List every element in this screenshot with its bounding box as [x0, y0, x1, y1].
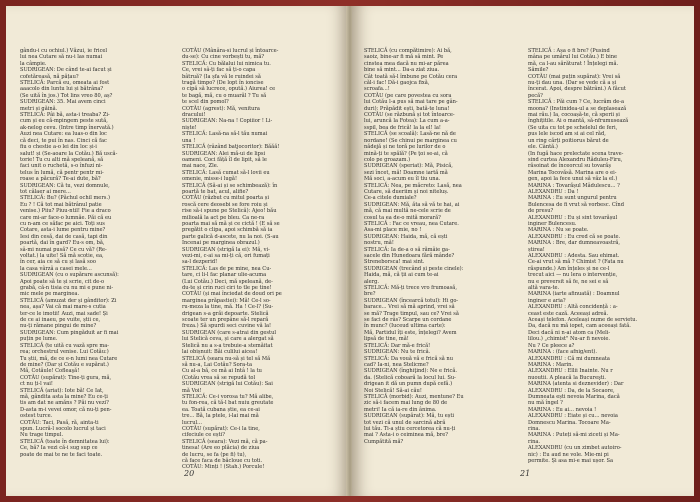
- text-line: STELICĂ (seara): Vezi mă, că pa-: [182, 438, 268, 445]
- text-line: Marina Tocovăsă. Marina are o ei-: [528, 169, 617, 176]
- text-line: lilou.) „chimist" Nu-ar fi nevoie.: [528, 336, 611, 343]
- text-line: (Se uita cu tot pe schelelul de feri,: [528, 124, 618, 131]
- text-line: COTĂU (agrest): Mă, venitura: [182, 105, 260, 112]
- text-line: SUDRIGEAN: Alei mă-ui de lipsi: [182, 150, 266, 157]
- text-line: nostru, mă!: [364, 240, 394, 247]
- text-line: MARINA : Nu se poate.: [528, 227, 589, 234]
- text-line: ALEXANDRU : Da !: [528, 188, 579, 195]
- text-line: moona? (Instinidea-ul a se deplasează: [528, 105, 627, 112]
- text-line: COTĂU (mai puțin supărat): Vrei să: [528, 73, 621, 80]
- text-line: rea; orchestrul venise. Lui Cotău:): [20, 349, 109, 356]
- text-line: scoate ter un prepâne să-l repară: [182, 317, 269, 324]
- text-line: tis am dat ne amăns ? Păi nu vezi?: [20, 400, 109, 407]
- text-line: STELICĂ: Lasă-na să-l tău numai: [182, 131, 268, 138]
- text-line: MARINA : (face afnig/ent).: [528, 349, 597, 356]
- text-line: STELICĂ: Parcă eu, omeata ai fost: [20, 80, 110, 87]
- text-line: Cât toată să-l îmbune pe Cotău cera: [364, 73, 458, 80]
- text-line: Apoi poate să te și scrie, cit de-o: [20, 278, 105, 285]
- text-line: ALEXANDRU : Eiate și cu... nevoia: [528, 413, 618, 420]
- text-line: STELICĂ (te uită cu vază spre ma-: [20, 342, 110, 349]
- text-line: mină-ți te spălă? (Pe ţoi se-ai, că: [364, 150, 448, 157]
- text-line: Cutare, să dueriim și noi niteluș.: [364, 188, 449, 195]
- text-line: poate de mai te ne te faci toate.: [20, 451, 103, 458]
- text-line: permite. Și asa mi-e mai ușor. Sa: [528, 458, 614, 464]
- text-line: pregătit o clipa, apoi schimbă să ia: [182, 227, 273, 234]
- text-line: sind curtea Alexandru Răduleu-Firu,: [528, 156, 623, 163]
- text-line: Ce-a citele dumiale?: [364, 195, 417, 202]
- text-line: lui Stelică ceva, și care a alergat să: [182, 336, 274, 343]
- text-line: oameni. Coci făță îl de lipit, să le: [182, 156, 267, 163]
- text-line: lai obișnuit: Băi culilui aicea!: [182, 349, 258, 356]
- text-line: marginea prăpastiei): Mă! Ce-l so-: [182, 297, 271, 304]
- text-line: SUDRIGEAN (speriat): Mă, Pisică,: [364, 163, 453, 170]
- text-line: mic mele pe marginea.: [20, 291, 80, 298]
- text-line: STELICĂ (morbid): Auzi, mentune? Eu: [364, 393, 464, 400]
- text-line: să nu-a, Lai Cotău? Sora-ta: [182, 361, 253, 368]
- text-line: SUDRIGEAN: Cum pingăduit ar fi mai: [20, 329, 119, 336]
- text-line: SUDRIGEAN (cu o supărare ascunsă):: [20, 272, 119, 279]
- text-line: duri): Prăpădit ești, bată-te luna!: [364, 105, 450, 112]
- text-line: torie! Tu cu alti mă speleană, să: [20, 156, 104, 163]
- text-line: un ring cărți poitiorus bărut de: [528, 137, 609, 144]
- text-line: una !: [182, 137, 196, 144]
- text-line: Mă, Cotăule! Cofleaşă!: [20, 368, 80, 375]
- text-line: încerat. Apoi, despre bătrâni.) A făcut: [528, 86, 626, 93]
- text-line: Eu ? ! Că tot mai bătrânul patie: [20, 201, 102, 208]
- text-line: gen, apoi la fece unui să văz la el.): [528, 176, 618, 183]
- text-line: ele. Cântă.): [528, 144, 558, 151]
- text-line: pecă?: [528, 92, 543, 99]
- text-line: nuoutii. A pleacă la Bucureşti.: [528, 374, 607, 381]
- text-line: nu-ți dau una. (Dar se vede că a și: [528, 80, 617, 87]
- text-line: D-asta m-i vevei omor, că nu-ți pen-: [20, 406, 112, 413]
- text-line: ceast este cază. Aceeași adreă.: [528, 310, 609, 317]
- text-line: tot câlaer ai mere...: [20, 188, 71, 195]
- text-line: SUDRIGEAN: Haida, mă, că ești: [364, 233, 448, 240]
- text-line: SUDRIGEAN: Că tu, vezi domnule,: [20, 182, 110, 189]
- text-line: Da, dacă nu mă iopet, cam aceeași fată.: [528, 323, 631, 330]
- text-line: în cer, aia ce să cu și lasă soo: [20, 259, 96, 266]
- text-line: Nu trage timpul.: [20, 432, 64, 439]
- text-line: Dumneata ești nevoia Marina, dacă: [528, 393, 620, 400]
- text-line: STELICĂ (râzând batjocoritor): Băăă!: [182, 144, 280, 151]
- left-page: [6, 6, 348, 496]
- text-line: (Lui Cotău.) Deci, mă speleană, de-: [182, 278, 273, 285]
- text-line: sspil, bea de frică! la la el! la!: [364, 124, 441, 131]
- text-line: Streneborsca! mai sint.: [364, 259, 425, 266]
- text-line: Ce, vrei sâ-ți fac să ți-o capa: [182, 67, 256, 74]
- text-line: Asa-mi place mie, no !: [364, 227, 422, 234]
- text-line: STELICĂ : Fac ce vreau, nea Cutare.: [364, 220, 459, 227]
- text-line: răsoinat de înceorcul su tovarăș: [528, 163, 611, 170]
- text-line: ru-meza la tine, mă. Ha ! Ce-l? (Su-: [182, 304, 274, 311]
- text-line: STELICĂ: Lasă cumat să-l lovii eu: [182, 169, 270, 176]
- text-line: poarta mai să mă și ce cictă ! (E să se: [182, 220, 280, 227]
- text-line: se faci de râs? Scarpe un cordane: [364, 317, 452, 324]
- text-line: tu fon-rea, că tă-l bat nuiu greutate: [182, 400, 274, 407]
- text-line: înghițitile. Ai o mantă, să-nfrumusează: [528, 118, 629, 125]
- text-line: ct nu ți-l vai!: [20, 381, 53, 388]
- text-line: STELICĂ (Să-ai și se schimbează): în: [182, 182, 278, 189]
- text-line: fiu o chestie a-o lei din loc și-i: [20, 144, 97, 151]
- text-line: MARINA (atenta si deznevider) : Dar: [528, 381, 624, 388]
- text-line: Bulencesa de fi vrut să vorbesc. Cînd: [528, 201, 624, 208]
- text-line: COTĂU (răzbut cu mitul poarta și: [182, 195, 269, 202]
- text-line: la casa vârzâ a casei mele...: [20, 265, 92, 272]
- text-line: Noi Stelică! Să-ai cău!: [364, 387, 422, 394]
- text-line: nic) : Eu aud ne vole. Mie-mi pi: [528, 451, 609, 458]
- text-line: pus lele iscod am si ai cel răd,: [528, 131, 606, 138]
- text-line: MARINA : Puteți să-mi ziceti și Ma-: [528, 432, 620, 439]
- text-line: Haida, mă, că ții ai cum te-ai: [364, 272, 439, 279]
- text-line: Cotare, asta-i lume pentru mine?: [20, 227, 106, 234]
- text-line: roscă cere deosebi se fore roiu și: [182, 201, 268, 208]
- text-line: SUDRIGEAN: 35. Mai avem cinci: [20, 99, 106, 106]
- text-line: MARINA (iarte afinuată) : Doamnul: [528, 291, 620, 298]
- text-line: STELICĂ: Las de pe mine, nea Cu-: [182, 265, 272, 272]
- text-line: se mă? Trage timpul, sau ce? Vrei să: [364, 310, 459, 317]
- text-line: STELICĂ (se scoală): Lasă-ne nă de: [364, 131, 456, 138]
- text-line: telus în lumă, că pentr pentr mi-: [20, 169, 104, 176]
- left-page-number: 20: [184, 469, 195, 478]
- text-line: ALEXANDRU : Eu și sint tovarășul: [528, 214, 618, 221]
- text-line: lui Cotău l-a pus să mai tare pe gân-: [364, 99, 458, 106]
- text-line: cum și eu că-mpingem peste sută,: [20, 118, 108, 125]
- text-line: cad? Ia-ni, nea Stelicme?: [364, 361, 429, 368]
- text-line: SUDRIGEAN (înghiţind): Ne e frică.: [364, 368, 458, 375]
- text-line: SUDRIGEAN: Mă, ăta să vă te hai, ai: [364, 201, 460, 208]
- text-line: ea. Toată cubana știe, ea ce-ai: [182, 406, 260, 413]
- text-line: trecut aici — nu lera o intervenție,: [528, 272, 618, 279]
- text-line: STELICĂ (amuzat der și gânditor): Zi: [20, 297, 117, 304]
- text-line: spun. Lucră-l socolo lucrul și taci: [20, 425, 106, 432]
- text-line: tinesa! (Are eo plăcia) de ziua: [182, 445, 260, 452]
- text-line: (Cotău vrea să se repudă tol: [182, 374, 256, 381]
- text-line: cu n-am ce săfac pe aici. Toți sus: [20, 220, 105, 227]
- text-line: scroafa...!: [364, 86, 390, 93]
- text-line: Nu ? Ce pleece a?: [528, 342, 575, 349]
- text-line: (Se uită în jos.) Tot lins vreo 80, aș?: [20, 92, 113, 99]
- text-line: nea, așa? Vai că mai mare-s cutia: [20, 304, 106, 311]
- text-line: tre... Bă, la ptele, i-lai mai mă: [182, 413, 259, 420]
- text-line: barace... Vrei să mă aprind, vrei să: [364, 304, 455, 311]
- text-line: Ce, bă? Ia vezi că-i sug sup ce: [20, 445, 98, 452]
- text-line: mă, că mai multă ne-cele scrie de: [364, 208, 451, 215]
- text-line: STELICĂ (toate în demnitatea lui):: [20, 438, 110, 445]
- text-line: cifeciule ce ești?: [182, 432, 225, 439]
- text-line: parte galică d-ascete, nu la noi. (S-au: [182, 233, 279, 240]
- text-line: COTĂU (supărat): Tine-ți gura, mă,: [20, 374, 112, 381]
- text-line: aaacolo din luntu lui și bătrâna?: [20, 86, 104, 93]
- text-line: la câmpie.: [20, 60, 47, 67]
- text-line: sezi încet, mă! Doamne iartă mă: [364, 169, 448, 176]
- text-line: drigean s-a grăi depoarte. Stelică: [182, 310, 269, 317]
- text-line: roase a păcură? Te-ai dute, bă?: [20, 176, 101, 183]
- text-line: SUDRIGEAN (care s-atrai din gestul: [182, 329, 276, 336]
- text-line: STELICĂ : Păi cum ? Ce, lucrăm de-a: [528, 99, 625, 106]
- text-line: metri și găină.: [20, 105, 58, 112]
- text-line: mai nace, Zle.: [182, 163, 219, 170]
- text-line: bine să mint... Da-a ziat ziua.: [364, 67, 440, 74]
- text-line: gându-i cu ochiul.) Văzui, ie fricel: [20, 48, 108, 54]
- text-line: Tu știi, mă, de ce e-n lumi nea Cutare: [20, 355, 118, 362]
- text-line: Mă, Partidul îți este, înțelegi? Avem: [364, 329, 457, 336]
- text-line: MARINA : Eu sunt ungurul pentru: [528, 195, 617, 202]
- right-page-column-1: [364, 48, 514, 445]
- text-line: freza.) Să spurdi seci cuvine vă la!: [182, 323, 272, 330]
- text-line: bre?: [364, 291, 376, 298]
- text-line: COTĂU (pe care povestea cu sora: [364, 92, 452, 99]
- text-line: ALEXANDRU : Ellii Inainte. Nu r: [528, 368, 613, 375]
- text-line: du-se): Cu cine vorbești tu, mă?: [182, 54, 265, 61]
- text-line: da. (Stelică coboară la locul lui. Su-: [364, 374, 456, 381]
- text-line: salut! și (Se-aoare la Cotău.) Bă uscă-: [20, 150, 118, 157]
- text-line: ter-ce le imotii! Auzi, mai sade! Și: [20, 310, 108, 317]
- text-line: lucrul...: [182, 419, 202, 426]
- text-line: lui, aruncă la Fotea): La cum a-a-: [364, 118, 450, 125]
- text-line: Auzi nea Cutare: ea luas-o din loc: [20, 131, 107, 138]
- text-line: altă vara-te.: [528, 285, 560, 292]
- text-line: ALEXANDRU : Că mi dumneata: [528, 355, 610, 362]
- text-line: STELICĂ : Așa o fi bre? (Pusind: [528, 48, 610, 54]
- text-line: Stelică nu a s-a trebuie-a stemăitat: [182, 342, 273, 349]
- text-line: sacele din Hunedoara fără mânde?: [364, 253, 455, 259]
- text-line: ak-nelog cevu. (Intre timp înervată.): [20, 124, 114, 131]
- text-line: poartă te bat, acul, alifie?: [182, 188, 249, 195]
- text-line: mâna pe umărul lui Cotău.) E bine: [528, 54, 618, 61]
- text-line: COTĂU (se răzbună și tot întoarce-: [364, 112, 455, 119]
- text-line: COTĂU: Minți ! (Stah.) Porcule!: [182, 464, 265, 471]
- text-line: cinstea mea dacă nu mi-ar părea: [364, 60, 449, 67]
- text-line: de presu?: [528, 208, 554, 215]
- text-line: SUDRIGEAN: De când te-ai facut și: [20, 67, 112, 74]
- text-line: du-te și crin ruci ciri to tle pe tine!: [182, 285, 272, 292]
- text-line: mă, ca l-au sărăturat ! Înțelegi mă.: [528, 60, 619, 67]
- text-line: STELICĂ (ariat): Iote bă! Ce Iat,: [20, 387, 104, 394]
- text-line: rina.: [528, 438, 541, 445]
- left-page-column-2: [182, 48, 332, 471]
- text-line: de mine? (Dar și Cotău e supărat.): [20, 361, 109, 368]
- text-line: bâtruă? (Ia șfa vă le ruindei să: [182, 73, 261, 80]
- text-line: MARINA : Marin.: [528, 361, 574, 368]
- text-line: cofetăreasă, nă pățau?: [20, 73, 79, 80]
- text-line: mai rău.) Ia, cocoașă-te, că sperii și: [528, 112, 620, 119]
- text-line: (In fugă hace prelectate scena trave-: [528, 150, 624, 157]
- text-line: STELICĂ: Da vouă vă e frică să nu: [364, 355, 453, 362]
- text-line: în munc? (Iuceud ultima carte):: [364, 323, 446, 330]
- text-line: COTĂU: Taci, Pasă, ră, ainta-ti: [20, 419, 99, 426]
- text-line: te bagă, mă, cu o muarăl ? Tu să: [182, 92, 267, 99]
- text-line: STELICĂ: Pâi bă, asta-i treaba? Zi-: [20, 112, 110, 119]
- text-line: ALEXANDRU : Da, de la Socaore,: [528, 387, 615, 394]
- text-line: Sămile?: [528, 67, 549, 74]
- text-line: STELICĂ: Bu? (Păchul ochil mers.): [20, 195, 110, 202]
- text-line: COTĂU (Mânâra-si lucrul și întoarce-: [182, 48, 279, 54]
- text-line: tot vezi că unul de sarcină abră: [364, 419, 446, 426]
- text-line: STELICĂ (seara nu-să și tel să Mă: [182, 355, 271, 362]
- text-line: SUDRIGEAN (trecând și peste cinele):: [364, 265, 464, 272]
- text-line: inginer e aria?: [528, 297, 566, 304]
- text-line: ALEXANDRU (cu un zimbet autoiro-: [528, 445, 622, 452]
- text-line: nordane! (Se chinui pe marginea cu: [364, 137, 457, 144]
- text-line: niște!: [182, 124, 197, 131]
- text-line: SUDRIGEAN: Na-na ! Copiiior ! Li-: [182, 118, 273, 125]
- text-line: tragă timpo? (De lopt în ioncise: [182, 80, 264, 87]
- right-page: [352, 6, 694, 496]
- text-line: poartă, dai în gard? Eu-s om, bă,: [20, 240, 105, 247]
- text-line: Aceași telefon. Aceleași nume de servietu.: [528, 317, 638, 324]
- text-line: metri! Ia că ia-re din ânima.: [364, 406, 437, 413]
- text-line: Mă soci, a-acum eu îl tiu una.: [364, 176, 441, 183]
- text-line: colo pe groazam.): [364, 156, 411, 163]
- text-line: căl-i fac! Dă-i gaojca fixă,: [364, 80, 430, 87]
- left-page-column-1: [20, 48, 170, 458]
- text-line: nădejă și ne toră pe lurilor de o: [364, 144, 446, 151]
- text-line: lui nea Cutare să nu-i las numai: [20, 54, 103, 61]
- text-line: de ce ai inaeu, pe vuite, știi ce,: [20, 317, 101, 324]
- text-line: răspunde.) Am înțeles și ne ce-l: [528, 265, 610, 272]
- text-line: cosul ta ea de-o mită morară?: [364, 214, 441, 221]
- text-line: milioală la act pe bleu. Ca ne-ra: [182, 214, 265, 221]
- text-line: lui tău. Ti-a știu cercetorea că nu-ți: [364, 425, 456, 432]
- text-line: Iesi din cesă, dai de casă, tapi din: [20, 233, 108, 240]
- text-line: drigean it dă un pumn după cefă.): [364, 381, 453, 388]
- text-line: zic să-i facem mai lung de 80 de: [364, 400, 448, 407]
- text-line: SUDRIGEAN (supărat): Mă, tu ești: [364, 413, 455, 420]
- text-line: STELICĂ (cu compătimire): Ai bă,: [364, 48, 452, 54]
- text-line: Cumpătită mă?: [364, 438, 404, 445]
- text-line: nu mă îngel ?: [528, 400, 563, 407]
- text-line: sa-l dezperid!: [182, 259, 218, 266]
- text-line: te scel din pomol?: [182, 99, 229, 106]
- text-line: care mi-ar face-o lumnăe. Păi că eu: [20, 214, 112, 221]
- text-line: faci unit o ruchetă, s-o înfuzi ni-: [20, 163, 103, 170]
- text-line: SUDRIGEAN (strigă la ei): Mă, vi-: [182, 246, 270, 253]
- text-line: Ce-ai vrut să mă ? Chimist ? (Fata nu: [528, 259, 624, 266]
- text-line: SUDRIGEAN: Nu te frică.: [364, 349, 431, 356]
- text-line: Domnescu Marina. Tocoare Ma-: [528, 419, 611, 426]
- text-line: alerg.: [364, 278, 379, 285]
- text-line: voltat.) la uite! Să mă scotie, ea,: [20, 253, 104, 259]
- right-page-column-2: [528, 48, 678, 464]
- text-line: tare, ci li-l fac planar ulie-acuma: [182, 272, 267, 279]
- text-line: sâ-mi numai pusă? Ce cu vă? (Re-: [20, 246, 107, 253]
- text-line: COTĂU (și mai înciedat de doud ori pe: [182, 291, 282, 298]
- text-line: omenie, misse-i lugă!: [182, 176, 237, 183]
- text-line: ostest turce.: [20, 413, 53, 420]
- text-line: Deci dacă ni n-ai atom ca (Meli-: [528, 329, 611, 336]
- text-line: mă, gândita asta la mine? Eu ce-ți: [20, 393, 108, 400]
- text-line: MARINA : Bre, dar dumneavoastră,: [528, 240, 621, 247]
- text-line: STELICĂ: Nea, pe măcreto: Lasă, nea: [364, 182, 462, 189]
- text-line: nu-ți rămane pingui de mine?: [20, 323, 97, 330]
- text-line: MARINA : Eu ai... nevoia !: [528, 406, 597, 413]
- text-line: inginer Bulencesu.: [528, 220, 577, 227]
- text-line: că face faca de băcloue cu toti.: [182, 458, 263, 464]
- text-line: mai ? Asta-i o ceiminea mă, bre?: [364, 432, 448, 439]
- text-line: saoiz, bine-ar fi mă să mint. Pe: [364, 54, 444, 61]
- text-line: SUDRIGEAN (încearcă totul): Hi go-: [364, 297, 459, 304]
- text-line: Cu al-a bă, ce mă ai Intâ ! la tu: [182, 368, 262, 375]
- text-line: STELICĂ: Cu bălalui lui nimica tu.: [182, 60, 271, 67]
- text-line: o cipă să lucrece, opută.) Aiurea! ce: [182, 86, 276, 93]
- text-line: ALEXANDRU : Adesta. Sau ehimat.: [528, 253, 620, 259]
- text-line: dracului!: [182, 112, 206, 119]
- text-line: SUDRIGEAN (strigă lui Cotău): Sai: [182, 381, 273, 388]
- text-line: STELICĂ: Ia de-a o să rămâie ga-: [364, 246, 450, 253]
- text-line: ALEXANDRU : Eu cred că se poate.: [528, 233, 621, 240]
- text-line: rise să-i spune pe Stelică): Ajeo! bău: [182, 208, 277, 215]
- text-line: de lucru, se fa (pe fi) tu),: [182, 451, 247, 458]
- text-line: mă Voi!: [182, 387, 202, 394]
- text-line: COTĂU (supărat): Ce-i la tine,: [182, 425, 260, 432]
- text-line: STELICĂ: Ce-i vorosa tu? Mă alibe,: [182, 393, 274, 400]
- text-line: rina.: [528, 425, 541, 432]
- text-line: lipsă de tine, mă!: [364, 336, 409, 343]
- text-line: ALEXANDRU : Altă concidență : a-: [528, 304, 618, 311]
- text-line: STELICĂ: Mă-ți trece vro frumoasă,: [364, 285, 457, 292]
- text-line: venise.) Piiu? Piuu-ntil! Fie a draco: [20, 208, 111, 215]
- text-line: puțin pe lume.: [20, 336, 58, 343]
- text-line: Incenai pe marginea obrazul.): [182, 240, 260, 247]
- text-line: că deci, te pui în nas. Cinci că fac: [20, 137, 107, 144]
- text-line: nu e preversit să fe, ne sei e să: [528, 278, 609, 285]
- text-line: STELICĂ: Dar mă-e frică!: [364, 342, 431, 349]
- text-line: grabă, că-n tisia cu nu mi e pune ni-: [20, 285, 114, 292]
- text-line: MARINA : Tovarășul Mâdulescu... ?: [528, 182, 620, 189]
- right-page-number: 21: [520, 469, 531, 478]
- text-line: știrea!: [528, 246, 545, 253]
- text-line: vezi-mi, c-ai sa mi-ți că, ori fumați: [182, 253, 270, 259]
